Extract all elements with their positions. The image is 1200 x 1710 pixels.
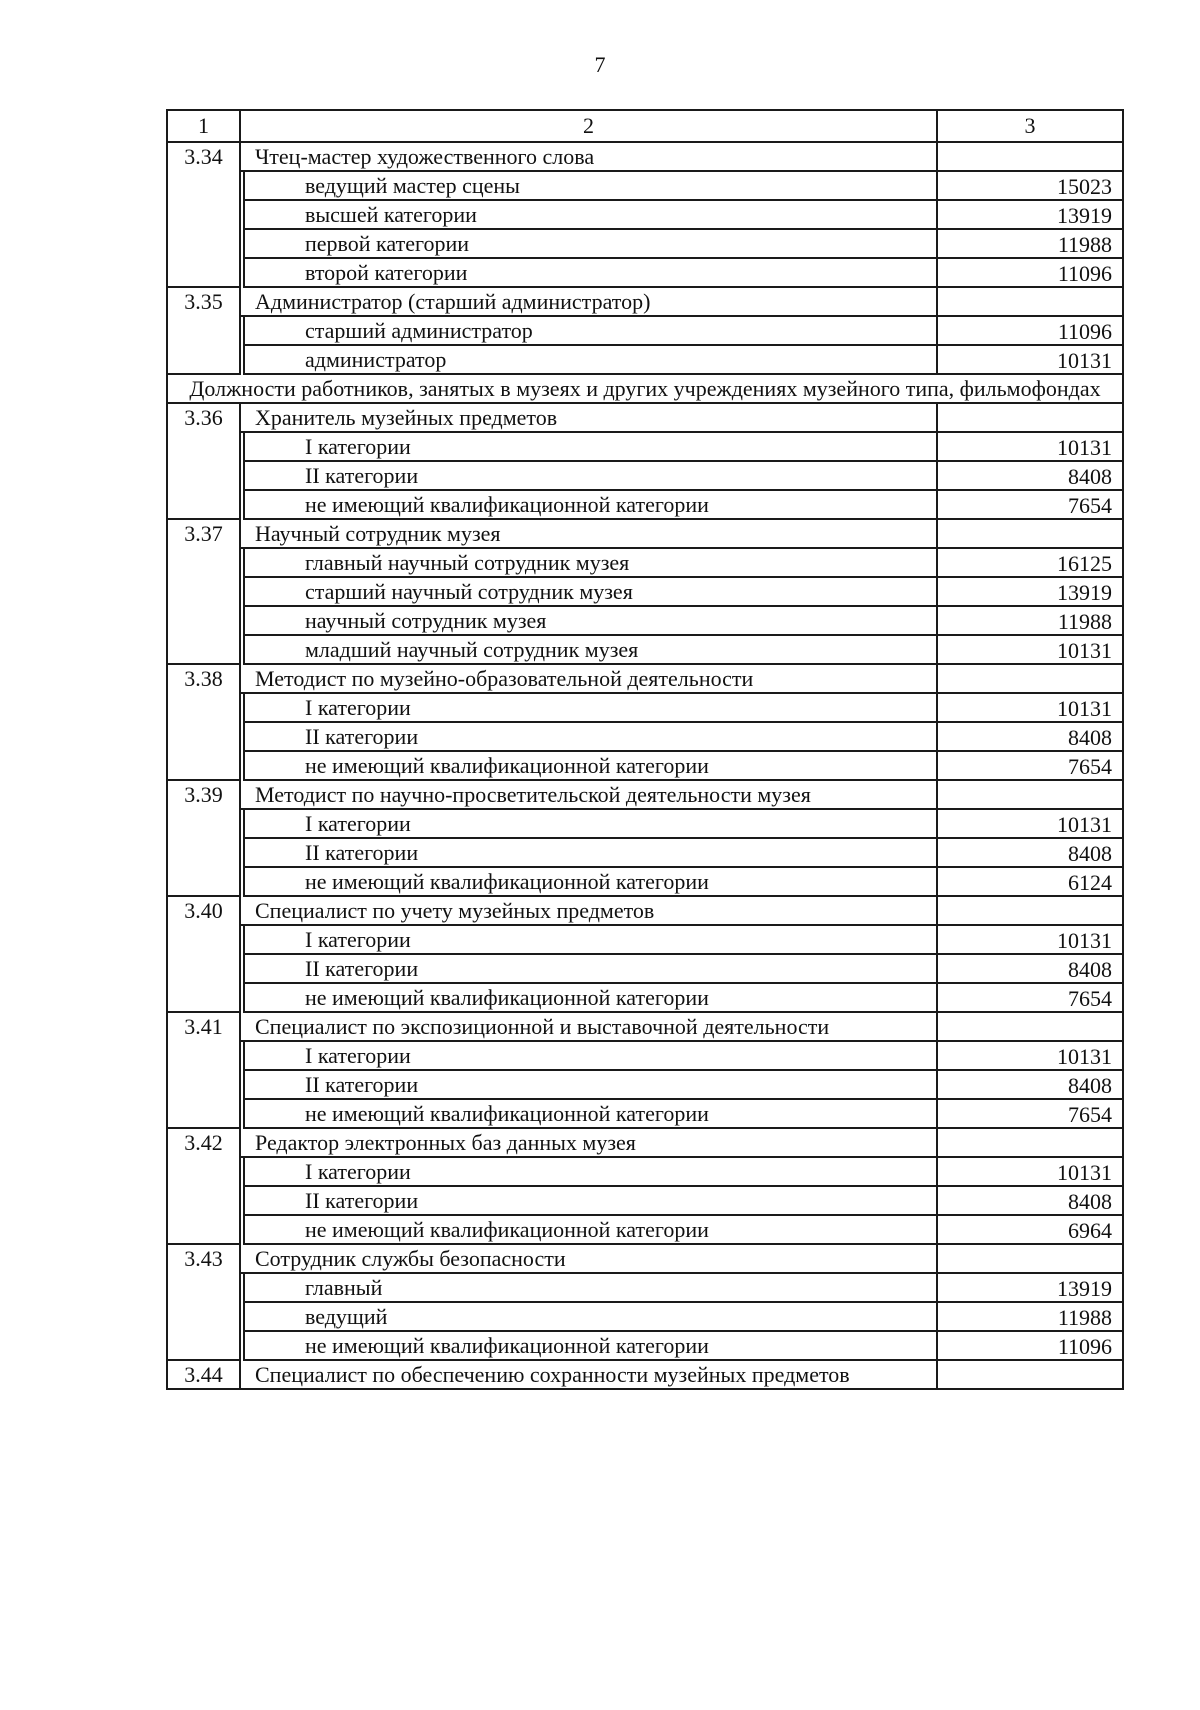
position-item-row xyxy=(167,258,1123,287)
item-label: ведущий xyxy=(244,1302,937,1331)
position-item-row xyxy=(167,722,1123,751)
position-title: Специалист по экспозиционной и выставочной деятельности xyxy=(240,1012,937,1041)
item-value: 8408 xyxy=(937,954,1123,983)
position-title: Администратор (старший администратор) xyxy=(240,287,937,316)
position-item-row xyxy=(167,345,1123,374)
position-title: Научный сотрудник музея xyxy=(240,519,937,548)
item-value: 7654 xyxy=(937,1099,1123,1128)
position-item-row xyxy=(167,171,1123,200)
item-label: II категории xyxy=(244,461,937,490)
position-item-row xyxy=(167,693,1123,722)
position-group-row xyxy=(167,403,1123,432)
item-label: научный сотрудник музея xyxy=(244,606,937,635)
item-label: II категории xyxy=(244,838,937,867)
position-number: 3.43 xyxy=(167,1244,240,1360)
position-item-row xyxy=(167,200,1123,229)
item-label: I категории xyxy=(244,809,937,838)
position-item-row xyxy=(167,490,1123,519)
item-label: главный xyxy=(244,1273,937,1302)
position-group-row xyxy=(167,1244,1123,1273)
position-value-empty xyxy=(937,1244,1123,1273)
position-item-row xyxy=(167,983,1123,1012)
item-value: 11096 xyxy=(937,316,1123,345)
item-value: 15023 xyxy=(937,171,1123,200)
item-value: 11988 xyxy=(937,229,1123,258)
item-value: 13919 xyxy=(937,200,1123,229)
position-number: 3.40 xyxy=(167,896,240,1012)
position-number: 3.37 xyxy=(167,519,240,664)
item-value: 8408 xyxy=(937,722,1123,751)
position-item-row xyxy=(167,1041,1123,1070)
item-label: главный научный сотрудник музея xyxy=(244,548,937,577)
position-number: 3.39 xyxy=(167,780,240,896)
position-item-row xyxy=(167,432,1123,461)
item-value: 10131 xyxy=(937,925,1123,954)
position-item-row xyxy=(167,316,1123,345)
position-title: Редактор электронных баз данных музея xyxy=(240,1128,937,1157)
position-item-row xyxy=(167,229,1123,258)
item-label: не имеющий квалификационной категории xyxy=(244,983,937,1012)
position-item-row xyxy=(167,954,1123,983)
position-number: 3.44 xyxy=(167,1360,240,1389)
item-value: 8408 xyxy=(937,838,1123,867)
position-item-row xyxy=(167,1331,1123,1360)
item-label: высшей категории xyxy=(244,200,937,229)
item-value: 10131 xyxy=(937,809,1123,838)
position-number: 3.36 xyxy=(167,403,240,519)
item-value: 7654 xyxy=(937,983,1123,1012)
item-label: не имеющий квалификационной категории xyxy=(244,867,937,896)
item-value: 11096 xyxy=(937,258,1123,287)
item-value: 8408 xyxy=(937,461,1123,490)
item-label: не имеющий квалификационной категории xyxy=(244,490,937,519)
item-value: 11988 xyxy=(937,1302,1123,1331)
position-title: Специалист по учету музейных предметов xyxy=(240,896,937,925)
item-value: 6964 xyxy=(937,1215,1123,1244)
item-label: I категории xyxy=(244,1041,937,1070)
position-item-row xyxy=(167,925,1123,954)
item-value: 6124 xyxy=(937,867,1123,896)
item-label: II категории xyxy=(244,722,937,751)
position-number: 3.35 xyxy=(167,287,240,374)
position-item-row xyxy=(167,606,1123,635)
item-value: 10131 xyxy=(937,693,1123,722)
item-value: 10131 xyxy=(937,635,1123,664)
position-item-row xyxy=(167,1273,1123,1302)
position-item-row xyxy=(167,751,1123,780)
position-value-empty xyxy=(937,519,1123,548)
item-label: не имеющий квалификационной категории xyxy=(244,1215,937,1244)
item-label: не имеющий квалификационной категории xyxy=(244,1099,937,1128)
item-value: 10131 xyxy=(937,345,1123,374)
position-value-empty xyxy=(937,403,1123,432)
header-col-2: 2 xyxy=(240,110,937,142)
position-value-empty xyxy=(937,780,1123,809)
position-number: 3.42 xyxy=(167,1128,240,1244)
item-label: I категории xyxy=(244,925,937,954)
position-item-row xyxy=(167,838,1123,867)
position-group-row xyxy=(167,780,1123,809)
salary-table xyxy=(166,109,1124,1390)
position-number: 3.38 xyxy=(167,664,240,780)
item-value: 8408 xyxy=(937,1070,1123,1099)
table-header-row xyxy=(167,110,1123,142)
item-label: второй категории xyxy=(244,258,937,287)
position-group-row xyxy=(167,1012,1123,1041)
position-item-row xyxy=(167,1070,1123,1099)
item-value: 11988 xyxy=(937,606,1123,635)
position-title: Методист по музейно-образовательной деятельности xyxy=(240,664,937,693)
item-value: 11096 xyxy=(937,1331,1123,1360)
position-title: Сотрудник службы безопасности xyxy=(240,1244,937,1273)
section-heading-row xyxy=(167,374,1123,403)
position-value-empty xyxy=(937,287,1123,316)
section-heading: Должности работников, занятых в музеях и других учреждениях музейного типа, фильмофондах xyxy=(167,374,1123,403)
position-title: Специалист по обеспечению сохранности музейных предметов xyxy=(240,1360,937,1389)
position-item-row xyxy=(167,1215,1123,1244)
item-label: старший администратор xyxy=(244,316,937,345)
item-value: 13919 xyxy=(937,1273,1123,1302)
position-item-row xyxy=(167,1186,1123,1215)
item-label: I категории xyxy=(244,1157,937,1186)
position-group-row xyxy=(167,287,1123,316)
position-item-row xyxy=(167,1099,1123,1128)
position-value-empty xyxy=(937,896,1123,925)
item-value: 16125 xyxy=(937,548,1123,577)
position-item-row xyxy=(167,1157,1123,1186)
position-number: 3.34 xyxy=(167,142,240,287)
position-title: Методист по научно-просветительской деятельности музея xyxy=(240,780,937,809)
item-label: первой категории xyxy=(244,229,937,258)
page-number: 7 xyxy=(594,52,606,77)
position-number: 3.41 xyxy=(167,1012,240,1128)
item-label: не имеющий квалификационной категории xyxy=(244,751,937,780)
item-value: 7654 xyxy=(937,751,1123,780)
position-item-row xyxy=(167,548,1123,577)
item-label: администратор xyxy=(244,345,937,374)
item-label: ведущий мастер сцены xyxy=(244,171,937,200)
position-value-empty xyxy=(937,664,1123,693)
position-group-row xyxy=(167,1360,1123,1389)
position-item-row xyxy=(167,809,1123,838)
position-title: Хранитель музейных предметов xyxy=(240,403,937,432)
position-value-empty xyxy=(937,1360,1123,1389)
position-item-row xyxy=(167,1302,1123,1331)
item-value: 7654 xyxy=(937,490,1123,519)
position-group-row xyxy=(167,142,1123,171)
item-label: не имеющий квалификационной категории xyxy=(244,1331,937,1360)
salary-table-body xyxy=(167,110,1123,1389)
item-value: 10131 xyxy=(937,432,1123,461)
position-item-row xyxy=(167,577,1123,606)
item-value: 10131 xyxy=(937,1041,1123,1070)
position-group-row xyxy=(167,896,1123,925)
item-value: 13919 xyxy=(937,577,1123,606)
position-value-empty xyxy=(937,142,1123,171)
item-label: II категории xyxy=(244,954,937,983)
item-label: II категории xyxy=(244,1070,937,1099)
item-label: I категории xyxy=(244,693,937,722)
item-value: 8408 xyxy=(937,1186,1123,1215)
position-group-row xyxy=(167,1128,1123,1157)
item-label: старший научный сотрудник музея xyxy=(244,577,937,606)
position-item-row xyxy=(167,635,1123,664)
item-label: младший научный сотрудник музея xyxy=(244,635,937,664)
position-title: Чтец-мастер художественного слова xyxy=(240,142,937,171)
position-value-empty xyxy=(937,1128,1123,1157)
position-item-row xyxy=(167,867,1123,896)
item-label: II категории xyxy=(244,1186,937,1215)
item-label: I категории xyxy=(244,432,937,461)
position-group-row xyxy=(167,664,1123,693)
position-group-row xyxy=(167,519,1123,548)
item-value: 10131 xyxy=(937,1157,1123,1186)
position-item-row xyxy=(167,461,1123,490)
header-col-1: 1 xyxy=(167,110,240,142)
header-col-3: 3 xyxy=(937,110,1123,142)
position-value-empty xyxy=(937,1012,1123,1041)
